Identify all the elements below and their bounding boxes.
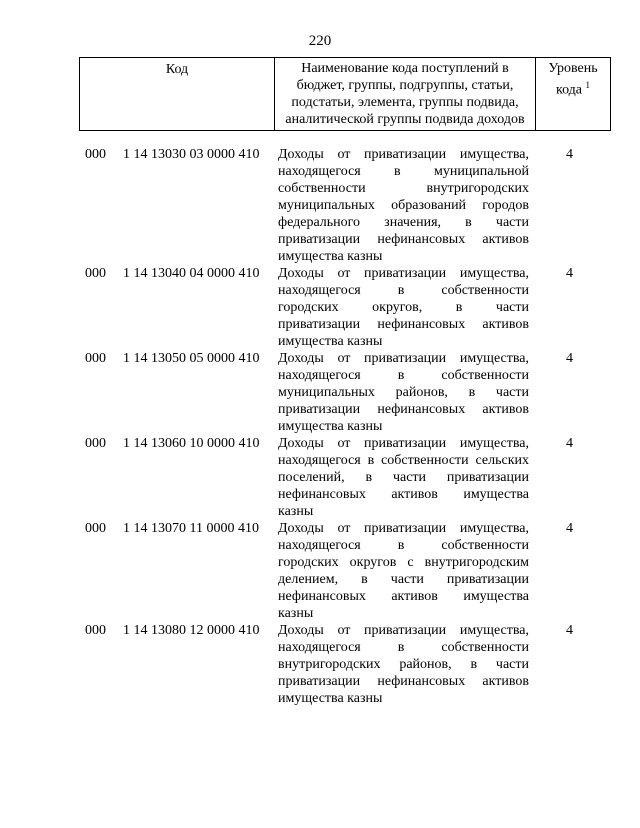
row-name-line: Доходы от приватизации имущества, [278, 521, 529, 536]
row-prefix: 000 [85, 266, 106, 281]
row-name-line: нефинансовых активов имущества [278, 487, 529, 502]
row-name-line: Доходы от приватизации имущества, [278, 351, 529, 366]
row-code: 1 14 13040 04 0000 410 [123, 266, 260, 281]
header-name-line: Наименование кода поступлений в [301, 61, 509, 76]
row-name-line: имущества казны [278, 691, 383, 706]
row-level: 4 [566, 147, 573, 162]
row-name-line: имущества казны [278, 249, 383, 264]
table-body [79, 146, 610, 707]
header-code: Код [80, 58, 275, 131]
row-name-line: поселений, в части приватизации [278, 470, 529, 485]
row-name [274, 350, 529, 435]
row-name-line: казны [278, 504, 314, 519]
row-name-line: муниципальных районов, в части [278, 385, 529, 400]
header-level [536, 58, 611, 131]
row-level: 4 [566, 351, 573, 366]
row-name-line: Доходы от приватизации имущества, [278, 623, 529, 638]
header-name [275, 58, 536, 131]
row-name-line: приватизации нефинансовых активов [278, 402, 529, 417]
row-code: 1 14 13060 10 0000 410 [123, 436, 260, 451]
row-level: 4 [566, 521, 573, 536]
row-level: 4 [566, 266, 573, 281]
row-name-line: имущества казны [278, 334, 383, 349]
row-name [274, 435, 529, 520]
row-name-line: внутригородских районов, в части [278, 657, 529, 672]
row-name-line: собственности внутригородских [278, 181, 529, 196]
row-name-line: городских округов, в части [278, 300, 529, 315]
row-code: 1 14 13070 11 0000 410 [123, 521, 259, 536]
header-level-line2 [538, 77, 608, 99]
row-name-line: находящегося в собственности [278, 538, 529, 553]
row-name-line: приватизации нефинансовых активов [278, 674, 529, 689]
row-name [274, 146, 529, 265]
row-prefix: 000 [85, 623, 106, 638]
row-code: 1 14 13080 12 0000 410 [123, 623, 260, 638]
page-number: 220 [308, 33, 332, 49]
header-level-text: кода [555, 82, 583, 98]
row-name-line: федерального значения, в части [278, 215, 529, 230]
row-name-line: казны [278, 606, 314, 621]
row-prefix: 000 [85, 521, 106, 536]
table-header [79, 57, 611, 131]
row-name [274, 622, 529, 707]
table-row [79, 265, 610, 350]
row-prefix: 000 [85, 147, 106, 162]
row-name-line: находящегося в собственности [278, 640, 529, 655]
row-name-line: приватизации нефинансовых активов [278, 232, 529, 247]
row-name-line: делением, в части приватизации [278, 572, 529, 587]
row-level: 4 [566, 623, 573, 638]
header-name-line: подстатьи, элемента, группы подвида, [291, 95, 519, 110]
row-name-line: муниципальных образований городов [278, 198, 529, 213]
table-row [79, 435, 610, 520]
table-row [79, 350, 610, 435]
table-row [79, 146, 610, 265]
row-name-line: Доходы от приватизации имущества, [278, 147, 529, 162]
row-level: 4 [566, 436, 573, 451]
row-name-line: городских округов с внутригородским [278, 555, 529, 570]
row-name [274, 265, 529, 350]
row-name-line: нефинансовых активов имущества [278, 589, 529, 604]
header-name-line: аналитической группы подвида доходов [285, 112, 525, 127]
row-prefix: 000 [85, 436, 106, 451]
row-prefix: 000 [85, 351, 106, 366]
row-name-line: находящегося в собственности сельских [278, 453, 529, 468]
row-name-line: Доходы от приватизации имущества, [278, 436, 529, 451]
row-name [274, 520, 529, 622]
row-code: 1 14 13050 05 0000 410 [123, 351, 260, 366]
table-row [79, 520, 610, 622]
row-name-line: имущества казны [278, 419, 383, 434]
header-level-line: Уровень [548, 61, 598, 76]
table-row [79, 622, 610, 707]
footnote-marker: 1 [585, 80, 591, 90]
row-name-line: находящегося в муниципальной [278, 164, 529, 179]
header-name-line: бюджет, группы, подгруппы, статьи, [296, 78, 514, 93]
row-name-line: находящегося в собственности [278, 283, 529, 298]
row-name-line: Доходы от приватизации имущества, [278, 266, 529, 281]
row-name-line: находящегося в собственности [278, 368, 529, 383]
row-name-line: приватизации нефинансовых активов [278, 317, 529, 332]
row-code: 1 14 13030 03 0000 410 [123, 147, 260, 162]
